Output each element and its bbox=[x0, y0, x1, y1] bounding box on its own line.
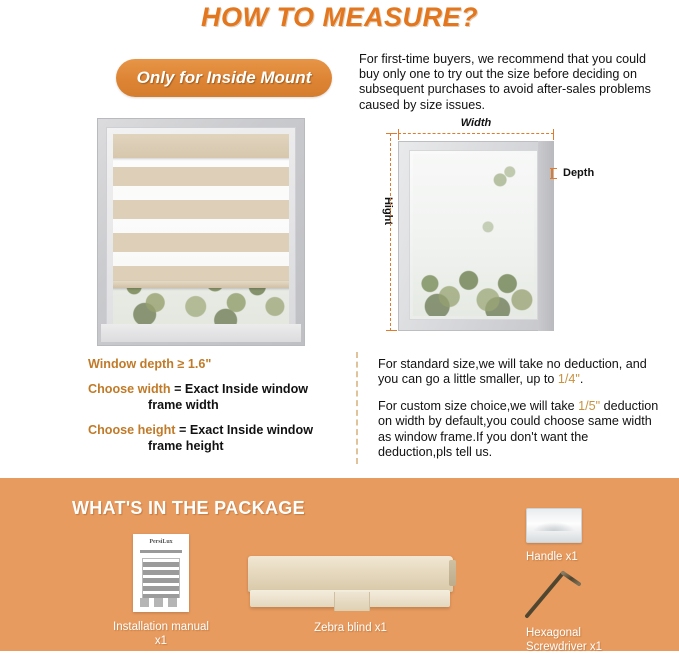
manual-subtitle-bar bbox=[140, 550, 182, 553]
blind-end-cap bbox=[449, 560, 456, 586]
depth-dimension-marker bbox=[551, 168, 553, 179]
window-with-blind-illustration bbox=[97, 118, 305, 346]
manual-diagram bbox=[142, 558, 180, 600]
intro-paragraph: For first-time buyers, we recommend that you could buy only one to try out the size before deciding on subsequent purchases to avoid after-sales problems caused by size issues. bbox=[359, 52, 651, 112]
manual-logo: PersiLux bbox=[149, 539, 173, 545]
zebra-blind-icon bbox=[248, 556, 453, 611]
note-standard-size bbox=[378, 357, 663, 388]
package-item-caption bbox=[512, 626, 632, 654]
hex-screwdriver-icon bbox=[522, 563, 588, 621]
width-cap-left bbox=[398, 129, 399, 140]
depth-label: Depth bbox=[563, 167, 595, 179]
rule-value: = Exact Inside window bbox=[178, 423, 313, 437]
window-measurement-illustration bbox=[398, 141, 554, 331]
blind-headrail bbox=[113, 134, 289, 158]
note-standard-text-b: . bbox=[579, 372, 584, 387]
width-dimension-line bbox=[398, 133, 554, 134]
handle-icon bbox=[526, 508, 582, 543]
width-label: Width bbox=[460, 117, 492, 129]
note-custom-text-a: For custom size choice,we will take bbox=[378, 398, 579, 413]
blind-bottom-rail bbox=[113, 281, 289, 288]
height-label: Hight bbox=[382, 196, 395, 226]
note-custom-highlight: 1/5" bbox=[578, 398, 601, 413]
rule-value: = Exact Inside window bbox=[174, 382, 309, 396]
package-item-screwdriver bbox=[512, 563, 632, 654]
window-opening bbox=[409, 150, 538, 320]
rule-key: Choose height bbox=[88, 423, 176, 437]
page-title: HOW TO MEASURE? bbox=[201, 2, 478, 32]
package-item-blind bbox=[243, 556, 458, 635]
package-section-title: WHAT'S IN THE PACKAGE bbox=[72, 498, 305, 518]
note-custom-size bbox=[378, 399, 663, 461]
rule-continuation: frame height bbox=[148, 439, 224, 453]
rule-item bbox=[88, 381, 353, 413]
zebra-blind-fabric bbox=[113, 134, 289, 283]
blind-roll bbox=[248, 556, 453, 592]
package-item-caption: Installation manual x1 bbox=[113, 621, 209, 647]
height-dimension-line bbox=[390, 133, 391, 331]
inside-mount-badge bbox=[116, 59, 332, 97]
package-item-handle bbox=[512, 508, 622, 564]
package-item-manual bbox=[106, 534, 216, 648]
inside-mount-badge-label: Only for Inside Mount bbox=[136, 68, 312, 87]
note-standard-text-a: For standard size,we will take no deduction, and you can go a little smaller, up to bbox=[378, 357, 647, 387]
rule-key: Window depth ≥ 1.6" bbox=[88, 357, 212, 371]
height-cap-bottom bbox=[386, 330, 397, 331]
manual-footer-bars bbox=[140, 598, 182, 607]
blind-center-clip bbox=[334, 592, 370, 611]
screwdriver-caption-line2: Screwdriver x1 bbox=[526, 641, 603, 653]
package-item-caption: Handle x1 bbox=[526, 551, 578, 563]
window-reveal bbox=[113, 134, 289, 330]
package-item-caption: Zebra blind x1 bbox=[314, 622, 387, 634]
deduction-notes bbox=[378, 357, 663, 471]
height-cap-top bbox=[386, 133, 397, 134]
note-custom-text-b: deduction on width by default,you could choose same width as window frame.If you don't want the deduction,pls tell us. bbox=[378, 398, 659, 460]
width-cap-right bbox=[553, 129, 554, 140]
screwdriver-caption-line1: Hexagonal bbox=[526, 627, 581, 639]
window-sill bbox=[101, 324, 301, 342]
rule-item bbox=[88, 356, 353, 372]
rule-continuation: frame width bbox=[148, 398, 219, 412]
window-glass bbox=[413, 154, 534, 316]
measuring-rules-list bbox=[88, 356, 353, 463]
note-standard-highlight: 1/4" bbox=[557, 372, 580, 387]
rule-item bbox=[88, 422, 353, 454]
manual-icon bbox=[133, 534, 189, 612]
vertical-dashed-divider bbox=[356, 352, 358, 464]
rule-key: Choose width bbox=[88, 382, 171, 396]
